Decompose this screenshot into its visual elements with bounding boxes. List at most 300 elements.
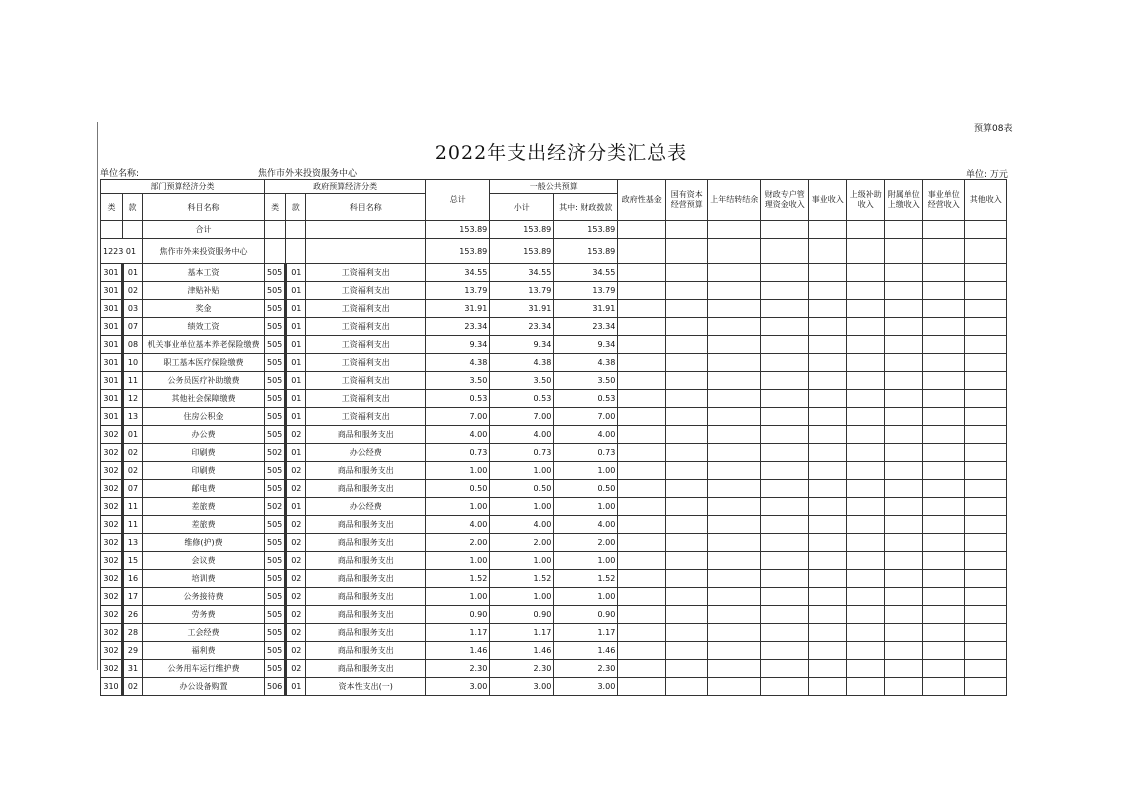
table-row	[101, 336, 1007, 354]
gov-item-name: 商品和服务支出	[306, 462, 426, 480]
table-row	[101, 642, 1007, 660]
empty-cell	[708, 678, 761, 696]
empty-cell	[761, 426, 809, 444]
gov-lei: 505	[265, 660, 286, 678]
table-row	[101, 462, 1007, 480]
empty-cell	[923, 390, 965, 408]
empty-cell	[761, 372, 809, 390]
empty-cell	[885, 426, 923, 444]
empty-cell	[666, 624, 708, 642]
empty-cell	[847, 318, 885, 336]
empty-cell	[809, 444, 847, 462]
empty-cell	[809, 318, 847, 336]
row-fiscal: 1.00	[554, 498, 618, 516]
table-row	[101, 426, 1007, 444]
empty-cell	[885, 588, 923, 606]
empty-cell	[708, 390, 761, 408]
row-total: 13.79	[426, 282, 490, 300]
empty-cell	[923, 426, 965, 444]
empty-cell	[618, 318, 666, 336]
table-row	[101, 570, 1007, 588]
row-fiscal: 1.46	[554, 642, 618, 660]
empty-cell	[885, 534, 923, 552]
empty-cell	[923, 516, 965, 534]
row-total: 1.00	[426, 462, 490, 480]
empty-cell	[885, 444, 923, 462]
row-subtotal: 0.53	[490, 390, 554, 408]
empty-cell	[885, 516, 923, 534]
dept-kuan: 13	[123, 534, 143, 552]
empty-cell	[923, 678, 965, 696]
row-subtotal: 7.00	[490, 408, 554, 426]
dept-lei: 302	[101, 606, 123, 624]
empty-cell	[666, 570, 708, 588]
row-fiscal: 7.00	[554, 408, 618, 426]
empty-cell	[618, 408, 666, 426]
empty-cell	[618, 624, 666, 642]
item-name: 培训费	[143, 570, 265, 588]
gov-item-name: 资本性支出(一)	[306, 678, 426, 696]
empty-cell	[761, 642, 809, 660]
row-fiscal: 4.00	[554, 426, 618, 444]
empty-cell	[923, 354, 965, 372]
table-row	[101, 588, 1007, 606]
empty-cell	[885, 552, 923, 570]
gov-kuan: 01	[286, 498, 306, 516]
org-code: 1223 01	[101, 239, 143, 264]
empty-cell	[965, 534, 1007, 552]
empty-cell	[809, 282, 847, 300]
empty-cell	[923, 534, 965, 552]
empty-cell	[965, 660, 1007, 678]
empty-cell	[666, 678, 708, 696]
gov-kuan: 01	[286, 678, 306, 696]
row-subtotal: 34.55	[490, 264, 554, 282]
dept-lei: 301	[101, 372, 123, 390]
empty-cell	[618, 444, 666, 462]
gov-fund-header: 政府性基金	[618, 180, 666, 221]
row-total: 1.00	[426, 498, 490, 516]
row-total: 1.00	[426, 552, 490, 570]
gov-kuan: 02	[286, 606, 306, 624]
row-total: 0.50	[426, 480, 490, 498]
empty-cell	[847, 264, 885, 282]
empty-cell	[923, 408, 965, 426]
row-fiscal: 1.00	[554, 462, 618, 480]
dept-lei: 301	[101, 354, 123, 372]
table-row	[101, 678, 1007, 696]
total-row-subtotal: 153.89	[490, 221, 554, 239]
empty-cell	[809, 624, 847, 642]
empty-cell	[847, 354, 885, 372]
gov-item-name: 工资福利支出	[306, 354, 426, 372]
gov-lei: 502	[265, 444, 286, 462]
dept-kuan: 11	[123, 372, 143, 390]
empty-cell	[965, 390, 1007, 408]
empty-cell	[965, 498, 1007, 516]
empty-cell	[885, 408, 923, 426]
empty-cell	[923, 264, 965, 282]
empty-cell	[761, 444, 809, 462]
gov-kuan-header: 款	[286, 194, 306, 221]
gov-item-name: 工资福利支出	[306, 408, 426, 426]
row-fiscal: 1.52	[554, 570, 618, 588]
row-fiscal: 0.50	[554, 480, 618, 498]
empty-cell	[666, 354, 708, 372]
empty-cell	[618, 480, 666, 498]
empty-cell	[809, 534, 847, 552]
org-fiscal: 153.89	[554, 239, 618, 264]
affiliated-income-header: 附属单位上缴收入	[885, 180, 923, 221]
empty-cell	[708, 588, 761, 606]
empty-cell	[618, 300, 666, 318]
empty-cell	[666, 462, 708, 480]
row-fiscal: 1.17	[554, 624, 618, 642]
gov-kuan: 02	[286, 426, 306, 444]
empty-cell	[618, 372, 666, 390]
empty-cell	[885, 480, 923, 498]
row-fiscal: 34.55	[554, 264, 618, 282]
row-fiscal: 13.79	[554, 282, 618, 300]
empty-cell	[847, 552, 885, 570]
row-subtotal: 3.00	[490, 678, 554, 696]
empty-cell	[809, 264, 847, 282]
row-fiscal: 23.34	[554, 318, 618, 336]
item-name: 奖金	[143, 300, 265, 318]
empty-cell	[809, 570, 847, 588]
empty-cell	[847, 444, 885, 462]
empty-cell	[847, 642, 885, 660]
gov-lei: 505	[265, 336, 286, 354]
gov-kuan: 01	[286, 336, 306, 354]
empty-cell	[885, 264, 923, 282]
row-subtotal: 1.52	[490, 570, 554, 588]
row-subtotal: 9.34	[490, 336, 554, 354]
empty-cell	[708, 264, 761, 282]
empty-cell	[666, 264, 708, 282]
empty-cell	[965, 372, 1007, 390]
row-subtotal: 2.00	[490, 534, 554, 552]
row-fiscal: 2.00	[554, 534, 618, 552]
state-capital-header: 国有资本经营预算	[666, 180, 708, 221]
row-subtotal: 4.00	[490, 426, 554, 444]
row-total: 3.00	[426, 678, 490, 696]
unit-name-label: 单位名称:	[100, 169, 140, 179]
item-name: 绩效工资	[143, 318, 265, 336]
item-name: 办公设备购置	[143, 678, 265, 696]
empty-cell	[666, 642, 708, 660]
gov-lei: 505	[265, 354, 286, 372]
empty-cell	[965, 354, 1007, 372]
gov-item-name: 工资福利支出	[306, 300, 426, 318]
empty-cell	[923, 300, 965, 318]
dept-kuan: 29	[123, 642, 143, 660]
empty-cell	[885, 300, 923, 318]
empty-cell	[761, 534, 809, 552]
row-total: 7.00	[426, 408, 490, 426]
empty-cell	[666, 534, 708, 552]
empty-cell	[618, 462, 666, 480]
row-total: 1.17	[426, 624, 490, 642]
empty-cell	[847, 588, 885, 606]
row-subtotal: 4.00	[490, 516, 554, 534]
empty-cell	[885, 642, 923, 660]
dept-kuan: 03	[123, 300, 143, 318]
subtotal-header: 小计	[490, 194, 554, 221]
row-subtotal: 1.00	[490, 588, 554, 606]
row-total: 31.91	[426, 300, 490, 318]
item-name: 邮电费	[143, 480, 265, 498]
dept-kuan: 08	[123, 336, 143, 354]
carryover-header: 上年结转结余	[708, 180, 761, 221]
empty-cell	[965, 480, 1007, 498]
empty-cell	[965, 282, 1007, 300]
row-subtotal: 13.79	[490, 282, 554, 300]
dept-lei: 301	[101, 390, 123, 408]
empty-cell	[708, 462, 761, 480]
dept-kuan: 02	[123, 678, 143, 696]
row-total: 34.55	[426, 264, 490, 282]
table-row	[101, 480, 1007, 498]
gov-kuan: 02	[286, 660, 306, 678]
row-fiscal: 0.53	[554, 390, 618, 408]
gov-item-name: 工资福利支出	[306, 336, 426, 354]
table-row	[101, 264, 1007, 282]
empty-cell	[923, 318, 965, 336]
gov-item-name: 工资福利支出	[306, 318, 426, 336]
gov-item-name: 工资福利支出	[306, 372, 426, 390]
empty-cell	[847, 282, 885, 300]
row-fiscal: 1.00	[554, 552, 618, 570]
gov-lei: 505	[265, 300, 286, 318]
empty-cell	[666, 408, 708, 426]
empty-cell	[618, 642, 666, 660]
gov-kuan: 01	[286, 264, 306, 282]
empty-cell	[761, 354, 809, 372]
gov-kuan: 01	[286, 318, 306, 336]
empty-cell	[666, 480, 708, 498]
gov-lei-header: 类	[265, 194, 286, 221]
empty-cell	[666, 390, 708, 408]
empty-cell	[809, 426, 847, 444]
table-row	[101, 498, 1007, 516]
gov-lei: 505	[265, 606, 286, 624]
dept-lei: 302	[101, 480, 123, 498]
item-name: 劳务费	[143, 606, 265, 624]
dept-kuan: 28	[123, 624, 143, 642]
other-income-header: 其他收入	[965, 180, 1007, 221]
gov-kuan: 02	[286, 516, 306, 534]
gov-lei: 505	[265, 552, 286, 570]
row-fiscal: 3.50	[554, 372, 618, 390]
empty-cell	[923, 480, 965, 498]
empty-cell	[618, 282, 666, 300]
empty-cell	[809, 588, 847, 606]
dept-lei: 302	[101, 588, 123, 606]
empty-cell	[965, 588, 1007, 606]
item-name: 公务接待费	[143, 588, 265, 606]
total-header: 总计	[426, 180, 490, 221]
empty-cell	[618, 498, 666, 516]
empty-cell	[708, 336, 761, 354]
empty-cell	[761, 660, 809, 678]
empty-cell	[666, 336, 708, 354]
dept-lei: 302	[101, 570, 123, 588]
dept-kuan: 15	[123, 552, 143, 570]
empty-cell	[885, 462, 923, 480]
gov-kuan: 02	[286, 552, 306, 570]
empty-cell	[708, 642, 761, 660]
empty-cell	[708, 282, 761, 300]
row-total: 0.73	[426, 444, 490, 462]
row-fiscal: 3.00	[554, 678, 618, 696]
gov-lei: 505	[265, 390, 286, 408]
item-name: 机关事业单位基本养老保险缴费	[143, 336, 265, 354]
empty-cell	[965, 552, 1007, 570]
unit-name-value: 焦作市外来投资服务中心	[258, 169, 358, 179]
empty-cell	[761, 624, 809, 642]
empty-cell	[923, 624, 965, 642]
empty-cell	[847, 372, 885, 390]
gov-lei: 505	[265, 372, 286, 390]
empty-cell	[618, 570, 666, 588]
empty-cell	[618, 588, 666, 606]
org-row	[101, 239, 1007, 264]
gov-lei: 505	[265, 480, 286, 498]
item-name: 基本工资	[143, 264, 265, 282]
gov-item-name: 商品和服务支出	[306, 570, 426, 588]
gov-lei: 502	[265, 498, 286, 516]
empty-cell	[847, 570, 885, 588]
empty-cell	[923, 462, 965, 480]
empty-cell	[923, 588, 965, 606]
gov-item-name: 商品和服务支出	[306, 624, 426, 642]
gov-item-name: 商品和服务支出	[306, 642, 426, 660]
empty-cell	[885, 624, 923, 642]
table-row	[101, 372, 1007, 390]
gov-kuan: 01	[286, 354, 306, 372]
lei-header: 类	[101, 194, 123, 221]
empty-cell	[761, 678, 809, 696]
dept-kuan: 02	[123, 444, 143, 462]
dept-lei: 302	[101, 516, 123, 534]
table-row	[101, 624, 1007, 642]
gov-item-name: 商品和服务支出	[306, 552, 426, 570]
row-total: 0.90	[426, 606, 490, 624]
row-subtotal: 31.91	[490, 300, 554, 318]
row-subtotal: 1.17	[490, 624, 554, 642]
empty-cell	[761, 264, 809, 282]
left-margin-line	[97, 122, 98, 670]
empty-cell	[885, 282, 923, 300]
item-name: 工会经费	[143, 624, 265, 642]
item-name: 差旅费	[143, 498, 265, 516]
dept-lei: 301	[101, 336, 123, 354]
empty-cell	[965, 426, 1007, 444]
empty-cell	[885, 660, 923, 678]
empty-cell	[885, 678, 923, 696]
empty-cell	[809, 516, 847, 534]
table-row	[101, 606, 1007, 624]
gov-lei: 505	[265, 588, 286, 606]
empty-cell	[618, 336, 666, 354]
row-total: 1.46	[426, 642, 490, 660]
row-subtotal: 1.00	[490, 462, 554, 480]
dept-kuan: 17	[123, 588, 143, 606]
kuan-header: 款	[123, 194, 143, 221]
table-row	[101, 282, 1007, 300]
row-total: 1.00	[426, 588, 490, 606]
table-row	[101, 390, 1007, 408]
business-income-header: 事业收入	[809, 180, 847, 221]
org-total: 153.89	[426, 239, 490, 264]
empty-cell	[708, 480, 761, 498]
item-name: 津贴补贴	[143, 282, 265, 300]
empty-cell	[618, 354, 666, 372]
empty-cell	[965, 336, 1007, 354]
row-subtotal: 0.90	[490, 606, 554, 624]
empty-cell	[809, 336, 847, 354]
table-row	[101, 354, 1007, 372]
org-name: 焦作市外来投资服务中心	[143, 239, 265, 264]
empty-cell	[965, 570, 1007, 588]
dept-lei: 301	[101, 318, 123, 336]
gov-kuan: 02	[286, 480, 306, 498]
empty-cell	[708, 624, 761, 642]
empty-cell	[666, 498, 708, 516]
empty-cell	[965, 516, 1007, 534]
item-name: 福利费	[143, 642, 265, 660]
empty-cell	[847, 336, 885, 354]
row-subtotal: 1.00	[490, 498, 554, 516]
item-name: 其他社会保障缴费	[143, 390, 265, 408]
empty-cell	[847, 534, 885, 552]
table-row	[101, 516, 1007, 534]
row-subtotal: 1.46	[490, 642, 554, 660]
empty-cell	[923, 282, 965, 300]
empty-cell	[666, 606, 708, 624]
table-row	[101, 318, 1007, 336]
gov-kuan: 02	[286, 588, 306, 606]
empty-cell	[965, 462, 1007, 480]
empty-cell	[885, 372, 923, 390]
empty-cell	[847, 678, 885, 696]
row-total: 2.00	[426, 534, 490, 552]
gov-lei: 505	[265, 408, 286, 426]
gov-item-name: 商品和服务支出	[306, 480, 426, 498]
gov-kuan: 01	[286, 300, 306, 318]
row-subtotal: 23.34	[490, 318, 554, 336]
dept-lei: 310	[101, 678, 123, 696]
row-total: 3.50	[426, 372, 490, 390]
empty-cell	[618, 678, 666, 696]
empty-cell	[761, 516, 809, 534]
empty-cell	[761, 462, 809, 480]
gov-kuan: 02	[286, 462, 306, 480]
empty-cell	[809, 498, 847, 516]
gov-item-name: 办公经费	[306, 444, 426, 462]
gov-item-name: 商品和服务支出	[306, 606, 426, 624]
dept-lei: 302	[101, 426, 123, 444]
item-name: 印刷费	[143, 444, 265, 462]
empty-cell	[965, 444, 1007, 462]
empty-cell	[708, 318, 761, 336]
gov-item-name: 商品和服务支出	[306, 534, 426, 552]
gov-lei: 505	[265, 534, 286, 552]
empty-cell	[708, 606, 761, 624]
row-total: 23.34	[426, 318, 490, 336]
empty-cell	[809, 480, 847, 498]
